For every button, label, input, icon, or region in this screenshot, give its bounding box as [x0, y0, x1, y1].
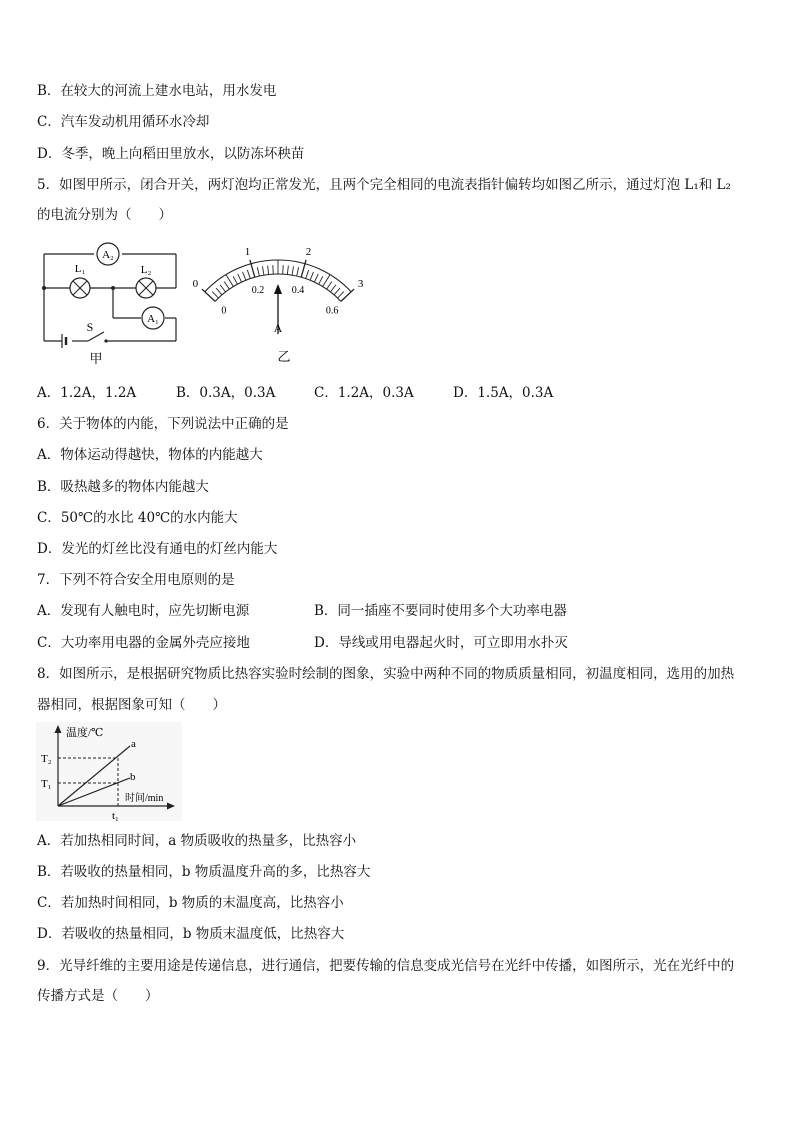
q5-option-d: D．1.5A，0.3A: [453, 385, 554, 401]
dial-graduation: [212, 292, 218, 298]
q6-option-d: D．发光的灯丝比没有通电的灯丝内能大: [37, 541, 278, 557]
dial-graduation: [226, 275, 233, 287]
dial-graduation: [262, 266, 263, 275]
battery-icon: [62, 334, 66, 348]
graph-ylabel: 温度/℃: [66, 727, 104, 739]
dial-graduation: [297, 267, 299, 276]
dial-graduation: [306, 270, 309, 279]
q6-option-c: C．50℃的水比 40℃的水内能大: [37, 510, 238, 526]
lamp-l2-label: L₂: [140, 264, 152, 276]
q7-option-c: C．大功率用电器的金属外壳应接地: [37, 635, 250, 651]
graph-series-b-label: b: [130, 771, 136, 783]
q5-option-b: B．0.3A，0.3A: [176, 385, 276, 401]
q4-option-c: C．汽车发动机用循环水冷却: [37, 114, 210, 130]
q8-stem-line1: 8．如图所示，是根据研究物质比热容实验时绘制的图象，实验中两种不同的物质质量相同，初温度相同，选用的加热: [37, 666, 735, 682]
temperature-time-graph: [36, 722, 184, 822]
dial-caption: 乙: [277, 349, 291, 364]
svg-text:A₁: A₁: [147, 313, 159, 325]
q9-stem-line2: 传播方式是（ ）: [37, 988, 159, 1004]
dial-graduation: [341, 289, 354, 301]
q4-option-d: D．冬季，晚上向稻田里放水，以防冻坏秧苗: [37, 146, 305, 162]
dial-graduation: [257, 267, 259, 276]
ammeter-dial: [192, 248, 368, 370]
dial-unit: A: [273, 321, 283, 335]
q7-option-a: A．发现有人触电时，应先切断电源: [37, 603, 250, 619]
lamp-l1: [70, 278, 90, 298]
q8-stem-line2: 器相同，根据图象可知（ ）: [37, 697, 226, 713]
graph-xlabel: 时间/min: [125, 793, 164, 804]
q8-option-c: C．若加热时间相同，b 物质的末温度高，比热容小: [37, 895, 344, 911]
q6-stem: 6．关于物体的内能，下列说法中正确的是: [37, 416, 289, 432]
dial-graduation: [314, 274, 318, 282]
dial-upper-tick-label: 1: [244, 248, 251, 259]
q5-option-c: C．1.2A，0.3A: [314, 385, 414, 401]
dial-graduation: [233, 276, 237, 284]
dial-graduation: [327, 282, 332, 289]
switch-label: S: [86, 320, 94, 334]
dial-upper-tick-label: 3: [357, 277, 364, 290]
dial-graduation: [338, 292, 344, 298]
junction-middle: [111, 286, 115, 290]
dial-lower-tick-label: 0: [221, 305, 227, 317]
dial-graduation: [334, 288, 340, 295]
lamp-l2: [136, 278, 156, 298]
q8-option-a: A．若加热相同时间，a 物质吸收的热量多，比热容小: [37, 833, 357, 849]
dial-graduation: [238, 274, 242, 282]
lamp-l1-label: L₁: [74, 263, 86, 275]
dial-graduation: [330, 285, 335, 292]
junction-left: [42, 286, 46, 290]
graph-xtick-t1: t₁: [112, 810, 119, 822]
dial-lower-tick-label: 0.6: [325, 305, 339, 317]
circuit-diagram: [36, 236, 186, 368]
q9-stem-line1: 9．光导纤维的主要用途是传递信息，进行通信，把要传输的信息变成光信号在光纤中传播，如图所示，光在光纤中的: [37, 958, 735, 974]
ammeter-a2: [97, 243, 119, 265]
dial-graduation: [292, 266, 293, 275]
q7-option-d: D．导线或用电器起火时，可立即用水扑灭: [314, 635, 568, 651]
q5-option-a: A．1.2A，1.2A: [37, 385, 137, 401]
q8-option-b: B．若吸收的热量相同，b 物质温度升高的多，比热容大: [37, 864, 371, 880]
q4-option-b: B．在较大的河流上建水电站，用水发电: [37, 83, 277, 99]
dial-graduation: [323, 275, 330, 287]
svg-text:A₂: A₂: [102, 249, 114, 261]
dial-graduation: [202, 289, 215, 301]
dial-graduation: [220, 285, 225, 292]
q6-option-b: B．吸热越多的物体内能越大: [37, 479, 209, 495]
dial-graduation: [247, 270, 250, 279]
switch-pivot: [104, 339, 107, 342]
q5-stem-line1: 5．如图甲所示，闭合开关，两灯泡均正常发光，且两个完全相同的电流表指针偏转均如图乙所示，通过灯泡 L₁和 L₂: [37, 177, 731, 193]
dial-graduation: [224, 282, 229, 289]
graph-series-a-label: a: [131, 738, 136, 750]
dial-upper-tick-label: 0: [192, 277, 199, 290]
dial-lower-tick-label: 0.2: [251, 284, 265, 296]
q5-stem-line2: 的电流分别为（ ）: [37, 207, 172, 223]
dial-graduation: [268, 266, 269, 275]
dial-graduation: [319, 276, 323, 284]
ammeter-a1: [142, 307, 164, 329]
graph-ytick-t2: T₂: [41, 753, 52, 765]
dial-graduation: [216, 288, 222, 295]
dial-upper-tick-label: 2: [305, 248, 312, 259]
dial-lower-tick-label: 0.4: [291, 284, 305, 296]
circuit-caption: 甲: [89, 351, 103, 366]
dial-graduation: [310, 272, 313, 280]
q8-option-d: D．若吸收的热量相同，b 物质末温度低，比热容大: [37, 926, 345, 942]
dial-graduation: [287, 266, 288, 275]
graph-ytick-t1: T₁: [41, 778, 52, 790]
dial-graduation: [243, 272, 246, 280]
q6-option-a: A．物体运动得越快，物体的内能越大: [37, 447, 263, 463]
q7-option-b: B．同一插座不要同时使用多个大功率电器: [314, 603, 567, 619]
q7-stem: 7．下列不符合安全用电原则的是: [37, 572, 235, 588]
